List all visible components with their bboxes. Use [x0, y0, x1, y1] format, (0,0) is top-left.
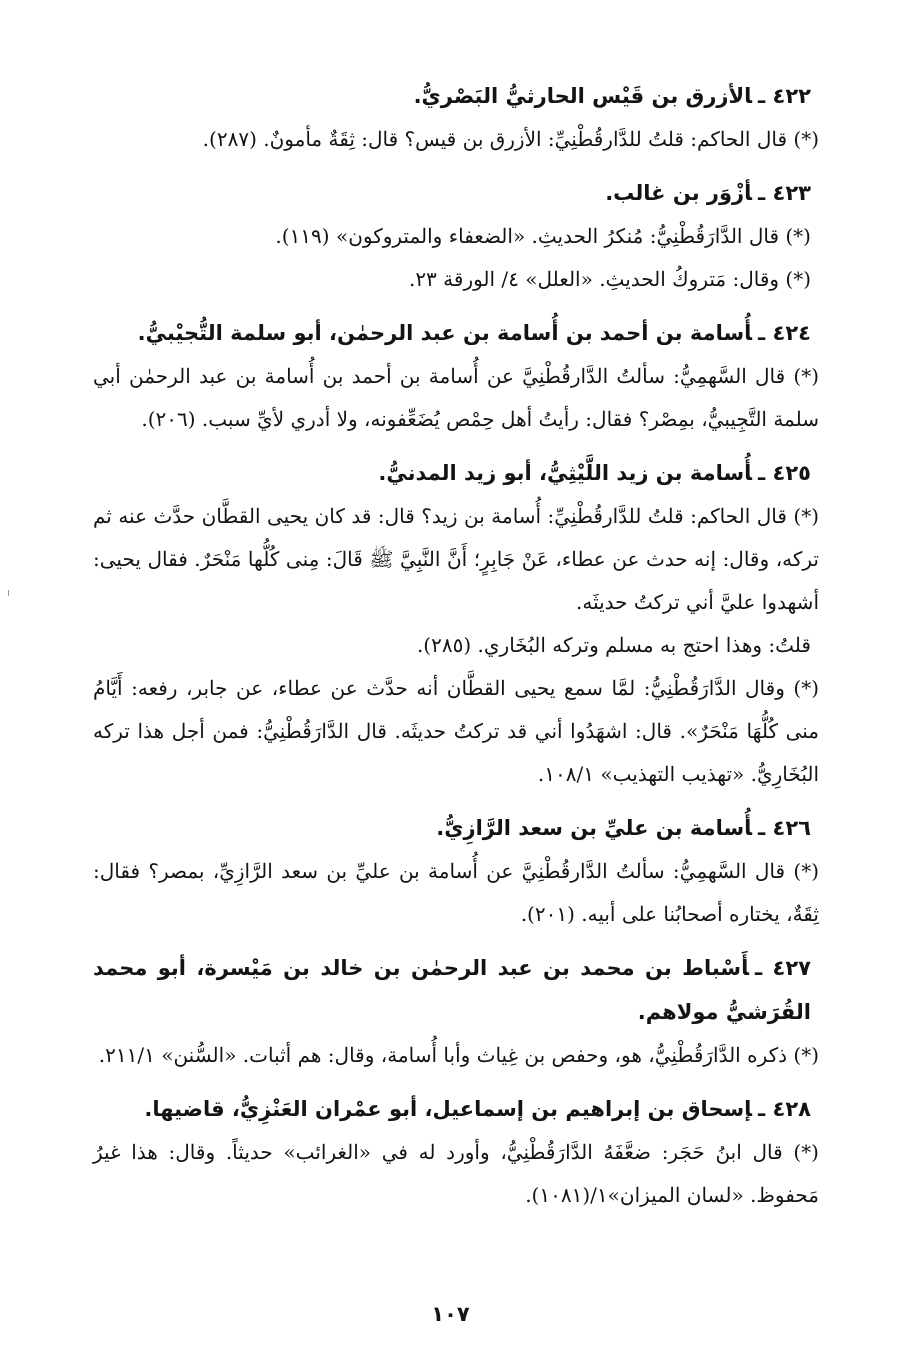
entry-number: ٤٢٣ ـ	[758, 181, 811, 205]
entry-heading	[93, 311, 811, 355]
entry-paragraph: (*) ذكره الدَّارَقُطْنِيُّ، هو، وحفص بن غِياث وأبا أُسامة، وقال: هم أثبات. «السُّنن» ٢١١/١.	[98, 1043, 819, 1067]
entry-heading	[93, 946, 811, 1034]
entry-number: ٤٢٨ ـ	[758, 1097, 811, 1121]
entry-heading	[93, 74, 811, 118]
entry-425	[93, 451, 819, 796]
entry-title: إسحاق بن إبراهيم بن إسماعيل، أبو عمْران العَنْزِيُّ، قاضيها.	[144, 1097, 753, 1121]
entry-number: ٤٢٢ ـ	[758, 84, 811, 108]
margin-mark	[8, 590, 9, 596]
entry-title: أَسْباط بن محمد بن عبد الرحمٰن بن خالد بن مَيْسرة، أبو محمد القُرَشيُّ مولاهم.	[93, 956, 811, 1024]
entry-heading	[93, 806, 811, 850]
entry-paragraph: (*) قال السَّهمِيُّ: سألتُ الدَّارقُطْنِيَّ عن أُسامة بن أحمد بن أُسامة بن عبد الرحمٰن أبي سلمة التَّجِيبيُّ، بمِصْر؟ فقال: رأيتُ أهل حِمْص يُضَعِّفونه، ولا أدري لأيِّ سبب. (٢٠٦).	[93, 364, 819, 431]
entry-427	[93, 946, 819, 1077]
entry-title: أُسامة بن أحمد بن أُسامة بن عبد الرحمٰن، أبو سلمة التُّجيْبيُّ.	[137, 321, 753, 345]
entry-heading	[93, 451, 811, 495]
entry-number: ٤٢٥ ـ	[758, 461, 811, 485]
page-number: ١٠٧	[431, 1302, 470, 1326]
entry-number: ٤٢٧ ـ	[754, 956, 811, 980]
entry-paragraph: (*) قال الدَّارَقُطْنِيُّ: مُنكرُ الحديثِ. «الضعفاء والمتروكون» (١١٩).	[275, 224, 811, 248]
entry-title: أزْوَر بن غالب.	[605, 181, 753, 205]
entry-paragraph: (*) قال الحاكم: قلتُ للدَّارقُطْنِيِّ: الأزرق بن قيس؟ قال: ثِقَةٌ مأمونٌ. (٢٨٧).	[202, 127, 819, 151]
entry-paragraph: (*) قال الحاكم: قلتُ للدَّارقُطْنِيِّ: أُسامة بن زيد؟ قال: قد كان يحيى القطَّان حدَّث عنه ثم تركه، وقال: إنه حدث عن عطاء، عَنْ جَابِرٍ؛ أَنَّ النَّبِيَّ ﷺ قَالَ: مِنى كُلُّها مَنْحَرٌ. فقال يحيى: أشهدوا عليَّ أني تركتُ حديثَه.	[93, 504, 820, 614]
page-body	[93, 74, 819, 1227]
entry-paragraph: (*) وقال الدَّارَقُطْنِيُّ: لمَّا سمع يحيى القطَّان أنه حدَّث عن عطاء، عن جابر، رفعه: أَيَّامُ منى كُلُّهَا مَنْحَرٌ». قال: اشهَدُوا أني قد تركتُ حديثَه. قال الدَّارَقُطْنِيُّ: فمن أجل هذا تركه البُخَارِيُّ. «تهذيب التهذيب» ١٠٨/١.	[93, 676, 819, 786]
entry-428	[93, 1087, 819, 1217]
entry-422	[93, 74, 819, 161]
entry-paragraph: قلتُ: وهذا احتج به مسلم وتركه البُخَاري. (٢٨٥).	[416, 633, 811, 657]
entry-title: أُسامة بن عليِّ بن سعد الرَّازِيُّ.	[436, 816, 753, 840]
entry-heading	[93, 171, 811, 215]
entry-title: الأزرق بن قَيْس الحارثيُّ البَصْريُّ.	[413, 84, 753, 108]
entry-paragraph: (*) وقال: مَتروكُ الحديثِ. «العلل» ٤/ الورقة ٢٣.	[408, 267, 811, 291]
entry-title: أُسامة بن زيد اللَّيْثِيُّ، أبو زيد المدنيُّ.	[378, 461, 753, 485]
entry-paragraph: (*) قال ابنُ حَجَر: ضعَّفَهُ الدَّارَقُطْنِيُّ، وأورد له في «الغرائب» حديثاً. وقال: هذا غيرُ مَحفوظ. «لسان الميزان»١/(١٠٨١).	[93, 1140, 819, 1207]
entry-number: ٤٢٦ ـ	[758, 816, 811, 840]
entry-number: ٤٢٤ ـ	[758, 321, 811, 345]
entry-paragraph: (*) قال السَّهمِيُّ: سألتُ الدَّارقُطْنِيَّ عن أُسامة بن عليِّ بن سعد الرَّازِيِّ، بمصر؟ فقال: ثِقَةٌ، يختاره أصحابُنا على أبيه. (٢٠١).	[93, 859, 819, 926]
entry-heading	[93, 1087, 811, 1131]
entry-424	[93, 311, 819, 441]
entry-426	[93, 806, 819, 936]
entry-423	[93, 171, 819, 301]
